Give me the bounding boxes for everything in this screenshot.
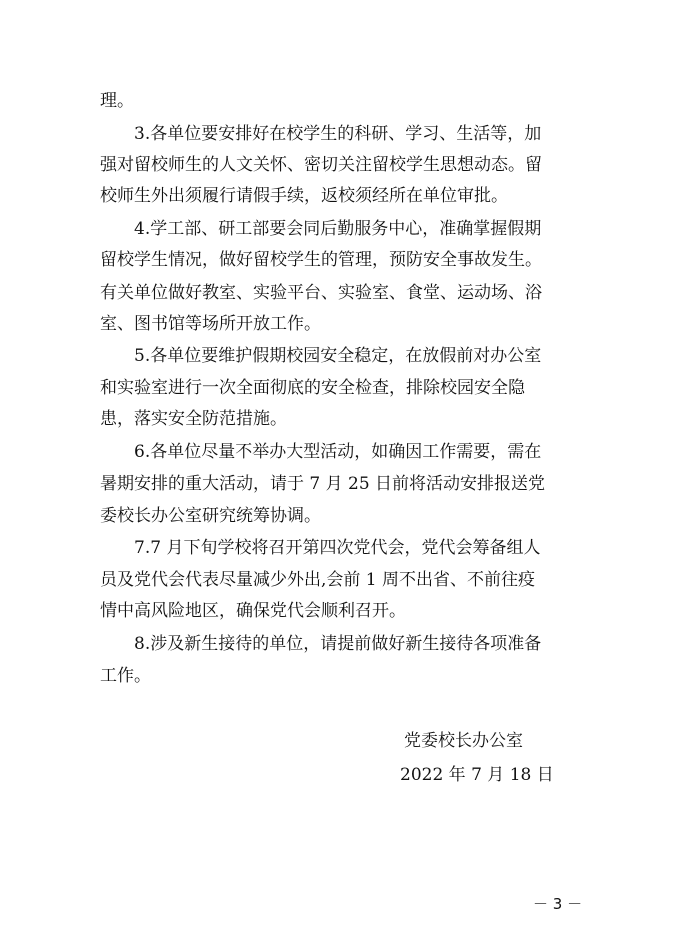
paragraph-3-line: 3.各单位要安排好在校学生的科研、学习、生活等，加 (134, 124, 542, 144)
page-number: － 3 － (533, 895, 583, 913)
paragraph-7-line: 7.7 月下旬学校将召开第四次党代会，党代会筹备组人 (134, 538, 541, 558)
paragraph-6-line: 暑期安排的重大活动，请于 7 月 25 日前将活动安排报送党 (100, 474, 546, 494)
signature-date: 2022 年 7 月 18 日 (400, 765, 554, 785)
paragraph-8-line: 8.涉及新生接待的单位，请提前做好新生接待各项准备 (134, 634, 542, 654)
paragraph-6-line: 委校长办公室研究统筹协调。 (100, 506, 321, 526)
body-line: 理。 (100, 91, 134, 111)
paragraph-5-line: 5.各单位要维护假期校园安全稳定，在放假前对办公室 (134, 346, 542, 366)
paragraph-8-line: 工作。 (100, 666, 151, 686)
paragraph-3-line: 校师生外出须履行请假手续，返校须经所在单位审批。 (100, 186, 508, 206)
paragraph-4-line: 4.学工部、研工部要会同后勤服务中心，准确掌握假期 (134, 219, 542, 239)
signature-organization: 党委校长办公室 (404, 731, 523, 751)
paragraph-4-line: 留校学生情况，做好留校学生的管理，预防安全事故发生。 (100, 250, 542, 270)
paragraph-5-line: 患，落实安全防范措施。 (100, 409, 287, 429)
paragraph-7-line: 情中高风险地区，确保党代会顺利召开。 (100, 601, 406, 621)
paragraph-4-line: 有关单位做好教室、实验平台、实验室、食堂、运动场、浴 (100, 283, 542, 303)
paragraph-5-line: 和实验室进行一次全面彻底的安全检查，排除校园安全隐 (100, 378, 525, 398)
paragraph-4-line: 室、图书馆等场所开放工作。 (100, 314, 321, 334)
paragraph-6-line: 6.各单位尽量不举办大型活动，如确因工作需要，需在 (134, 442, 542, 462)
paragraph-7-line: 员及党代会代表尽量减少外出,会前 1 周不出省、不前往疫 (100, 570, 536, 590)
paragraph-3-line: 强对留校师生的人文关怀、密切关注留校学生思想动态。留 (100, 155, 542, 175)
